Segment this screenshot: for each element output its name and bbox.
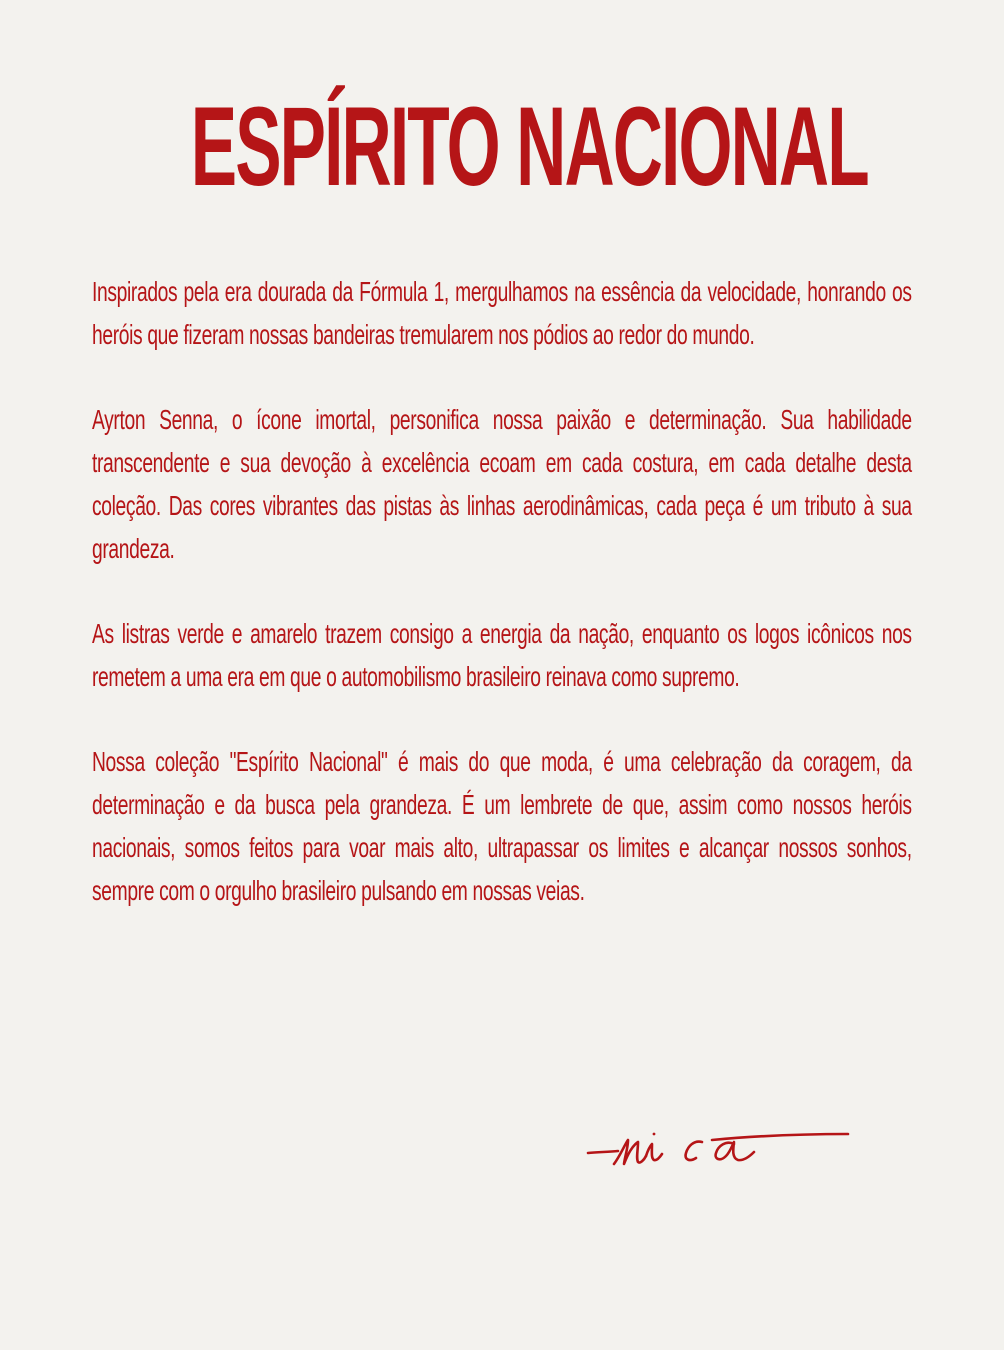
paragraph-3: As listras verde e amarelo trazem consigo a energia da nação, enquanto os logos icônicos nos remetem a uma era em que o automobilismo brasileiro reinava como supremo.: [92, 618, 912, 692]
page-title: ESPÍRITO NACIONAL: [190, 84, 868, 209]
paragraph-1: Inspirados pela era dourada da Fórmula 1, mergulhamos na essência da velocidade, honrando os heróis que fizeram nossas bandeiras tremularem nos pódios ao redor do mundo.: [92, 276, 912, 350]
body-text: [92, 270, 912, 954]
paragraph-2: Ayrton Senna, o ícone imortal, personifica nossa paixão e determinação. Sua habilidade transcendente e sua devoção à excelência ecoam em cada costura, em cada detalhe desta coleção. Das cores vibrantes das pistas às linhas aerodinâmicas, cada peça é um tributo à sua grandeza.: [92, 404, 912, 564]
paragraph-4: Nossa coleção "Espírito Nacional" é mais do que moda, é uma celebração da coragem, da determinação e da busca pela grandeza. É um lembrete de que, assim como nossos heróis nacionais, somos feitos para voar mais alto, ultrapassar os limites e alcançar nossos sonhos, sempre com o orgulho brasileiro pulsando em nossas veias.: [92, 746, 912, 906]
signature-image: [584, 1122, 854, 1182]
